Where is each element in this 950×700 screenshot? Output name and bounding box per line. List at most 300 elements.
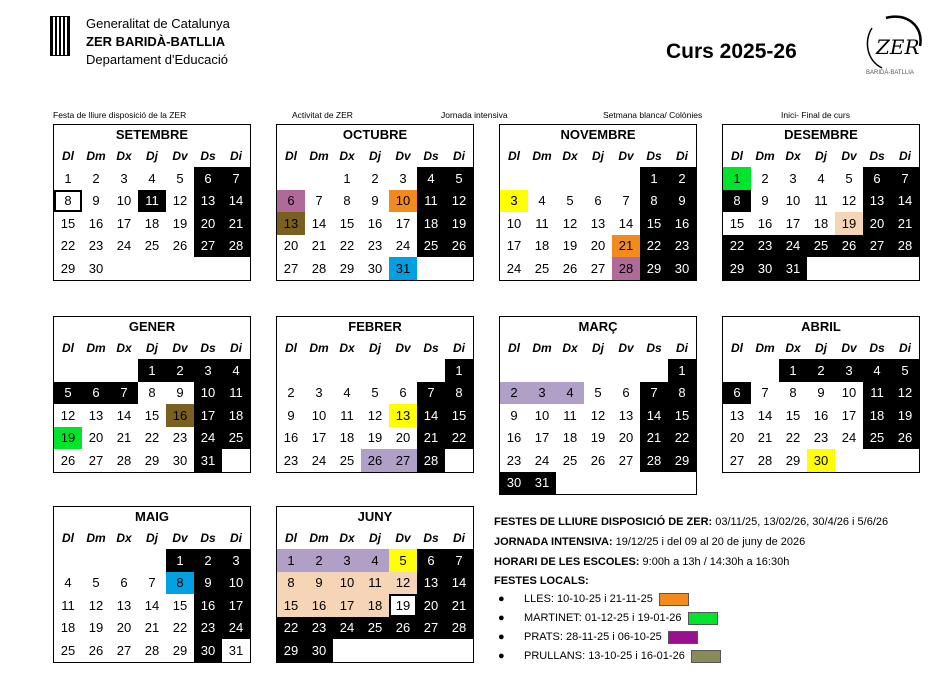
day-cell: 2: [668, 167, 696, 190]
day-cell: 29: [172, 642, 188, 658]
day-cell: 1: [445, 359, 473, 382]
weekday-label: Dx: [785, 341, 801, 355]
day-cell: 4: [817, 170, 825, 186]
day-cell: 8: [668, 382, 696, 405]
day-cell: 4: [556, 382, 584, 405]
empty-cell: [305, 359, 333, 382]
day-cell: 6: [723, 382, 751, 405]
day-cell: 19: [172, 215, 188, 231]
day-cell: 28: [891, 235, 919, 258]
jornada-label: JORNADA INTENSIVA:: [494, 536, 613, 548]
festes-info: [494, 512, 924, 532]
day-cell: 23: [506, 452, 522, 468]
day-cell: 18: [222, 404, 250, 427]
days-grid: [723, 359, 919, 472]
empty-cell: [417, 359, 445, 382]
day-cell: 3: [528, 382, 556, 405]
bullet-icon: ●: [498, 593, 505, 605]
weekday-label: Dv: [618, 149, 634, 163]
day-cell: 25: [60, 642, 76, 658]
day-cell: 5: [371, 385, 379, 401]
day-cell: 29: [339, 260, 355, 276]
day-cell: 28: [222, 235, 250, 258]
day-cell: 21: [311, 238, 327, 254]
day-cell: 14: [311, 215, 327, 231]
day-cell: 24: [395, 238, 411, 254]
day-cell: 23: [751, 235, 779, 258]
festa-local-swatch: [688, 612, 718, 625]
day-cell: 10: [534, 407, 550, 423]
day-cell: 5: [445, 167, 473, 190]
day-cell: 30: [668, 257, 696, 280]
weekday-label: Di: [899, 341, 911, 355]
day-cell: 13: [116, 597, 132, 613]
day-cell: 15: [640, 212, 668, 235]
day-cell: 2: [761, 170, 769, 186]
zer-logo: [858, 10, 928, 80]
day-cell: 28: [144, 642, 160, 658]
day-cell: 13: [618, 407, 634, 423]
day-cell: 18: [813, 215, 829, 231]
day-cell: 14: [417, 404, 445, 427]
weekday-label: Dm: [309, 531, 329, 545]
day-cell: 21: [445, 594, 473, 617]
day-cell: 31: [779, 257, 807, 280]
weekday-label: Dv: [841, 149, 857, 163]
day-cell: 7: [891, 167, 919, 190]
day-cell: 17: [333, 594, 361, 617]
empty-cell: [138, 549, 166, 572]
weekday-label: Di: [453, 531, 465, 545]
day-cell: 27: [417, 617, 445, 640]
day-cell: 23: [305, 617, 333, 640]
day-cell: 14: [891, 190, 919, 213]
weekday-label: Dl: [62, 149, 74, 163]
day-cell: 28: [612, 257, 640, 280]
weekday-header: [500, 337, 696, 359]
day-cell: 19: [54, 427, 82, 450]
day-cell: 30: [500, 472, 528, 495]
day-cell: 1: [277, 549, 305, 572]
day-cell: 24: [116, 238, 132, 254]
empty-cell: [556, 359, 584, 382]
day-cell: 22: [445, 427, 473, 450]
day-cell: 30: [305, 639, 333, 662]
empty-cell: [500, 167, 528, 190]
festa-local-prats: [494, 628, 924, 647]
weekday-label: Ds: [200, 149, 216, 163]
day-cell: 25: [339, 452, 355, 468]
day-cell: 21: [222, 212, 250, 235]
day-cell: 20: [194, 212, 222, 235]
day-cell: 7: [417, 382, 445, 405]
month-name: MARÇ: [578, 319, 618, 334]
day-cell: 18: [417, 212, 445, 235]
weekday-label: Dl: [62, 341, 74, 355]
day-cell: 8: [445, 382, 473, 405]
day-cell: 22: [723, 235, 751, 258]
day-cell: 16: [506, 430, 522, 446]
weekday-label: Ds: [646, 341, 662, 355]
day-cell: 21: [612, 235, 640, 258]
day-cell: 13: [88, 407, 104, 423]
weekday-label: Ds: [423, 531, 439, 545]
empty-cell: [110, 549, 138, 572]
day-cell: 5: [176, 170, 184, 186]
weekday-label: Ds: [200, 531, 216, 545]
legend-label-jornada: Jornada intensiva: [441, 110, 508, 120]
day-cell: 10: [222, 572, 250, 595]
weekday-label: Ds: [646, 149, 662, 163]
day-cell: 11: [138, 190, 166, 213]
legend-label-festa: Festa de lliure disposició de la ZER: [53, 110, 187, 120]
empty-cell: [54, 359, 82, 382]
day-cell: 3: [399, 170, 407, 186]
day-cell: 9: [287, 407, 295, 423]
day-cell: 9: [668, 190, 696, 213]
empty-cell: [333, 359, 361, 382]
weekday-label: Dj: [369, 531, 381, 545]
day-cell: 22: [277, 617, 305, 640]
month-maig: [53, 506, 251, 663]
day-cell: 6: [863, 167, 891, 190]
bullet-icon: ●: [498, 612, 505, 624]
weekday-label: Ds: [423, 341, 439, 355]
day-cell: 2: [287, 385, 295, 401]
day-cell: 15: [729, 215, 745, 231]
day-cell: 24: [534, 452, 550, 468]
day-cell: 25: [534, 260, 550, 276]
day-cell: 10: [116, 193, 132, 209]
day-cell: 23: [194, 617, 222, 640]
day-cell: 7: [640, 382, 668, 405]
empty-cell: [277, 359, 305, 382]
day-cell: 12: [562, 215, 578, 231]
month-febrer: [276, 316, 474, 473]
day-cell: 28: [311, 260, 327, 276]
weekday-label: Dv: [172, 149, 188, 163]
weekday-label: Dm: [86, 149, 106, 163]
day-cell: 23: [813, 430, 829, 446]
weekday-label: Dj: [146, 531, 158, 545]
day-cell: 21: [891, 212, 919, 235]
day-cell: 19: [445, 212, 473, 235]
day-cell: 8: [789, 385, 797, 401]
month-marc: [499, 316, 697, 495]
day-cell: 6: [277, 190, 305, 213]
day-cell: 3: [194, 359, 222, 382]
day-cell: 29: [144, 452, 160, 468]
day-cell: 20: [729, 430, 745, 446]
day-cell: 11: [863, 382, 891, 405]
day-cell: 18: [361, 594, 389, 617]
day-cell: 10: [389, 190, 417, 213]
festa-local-text: PRULLANS: 13-10-25 i 16-01-26: [524, 650, 685, 662]
day-cell: 3: [120, 170, 128, 186]
weekday-label: Ds: [869, 341, 885, 355]
day-cell: 2: [807, 359, 835, 382]
day-cell: 15: [785, 407, 801, 423]
day-cell: 10: [194, 382, 222, 405]
empty-cell: [54, 549, 82, 572]
day-cell: 5: [845, 170, 853, 186]
festa-local-text: MARTINET: 01-12-25 i 19-01-26: [524, 612, 682, 624]
day-cell: 8: [148, 385, 156, 401]
day-cell: 6: [120, 575, 128, 591]
day-cell: 5: [54, 382, 82, 405]
day-cell: 28: [417, 449, 445, 472]
day-cell: 27: [618, 452, 634, 468]
day-cell: 1: [343, 170, 351, 186]
weekday-label: Dm: [755, 341, 775, 355]
days-grid: [500, 359, 696, 494]
day-cell: 30: [751, 257, 779, 280]
day-cell: 3: [500, 190, 528, 213]
day-cell: 1: [779, 359, 807, 382]
day-cell: 31: [228, 642, 244, 658]
day-cell: 25: [222, 427, 250, 450]
day-cell: 8: [723, 190, 751, 213]
empty-cell: [612, 167, 640, 190]
day-cell: 19: [367, 430, 383, 446]
weekday-label: Ds: [869, 149, 885, 163]
festa-local-swatch: [691, 650, 721, 663]
day-cell: 12: [172, 193, 188, 209]
day-cell: 22: [668, 427, 696, 450]
weekday-header: [277, 145, 473, 167]
day-cell: 29: [60, 260, 76, 276]
day-cell: 18: [534, 238, 550, 254]
day-cell: 19: [389, 594, 417, 617]
weekday-label: Dl: [731, 341, 743, 355]
info-panel: [494, 512, 924, 666]
empty-cell: [277, 167, 305, 190]
day-cell: 15: [339, 215, 355, 231]
horari-info: [494, 552, 924, 572]
weekday-label: Dl: [285, 149, 297, 163]
legend-label-activitat: Activitat de ZER: [292, 110, 353, 120]
day-cell: 16: [757, 215, 773, 231]
day-cell: 24: [841, 430, 857, 446]
day-cell: 17: [194, 404, 222, 427]
weekday-label: Dm: [86, 531, 106, 545]
org-line-2: ZER BARIDÀ-BATLLIA: [86, 34, 226, 49]
zer-logo-subtext: BARIDÀ-BATLLIA: [866, 70, 914, 76]
day-cell: 9: [92, 193, 100, 209]
day-cell: 26: [60, 452, 76, 468]
day-cell: 11: [535, 215, 549, 231]
day-cell: 20: [116, 620, 132, 636]
day-cell: 27: [729, 452, 745, 468]
horari-value: 9:00h a 13h / 14:30h a 16:30h: [639, 556, 790, 568]
month-name: MAIG: [135, 509, 169, 524]
day-cell: 26: [88, 642, 104, 658]
day-cell: 2: [194, 549, 222, 572]
header: [0, 0, 950, 100]
weekday-label: Dj: [369, 341, 381, 355]
day-cell: 7: [315, 193, 323, 209]
day-cell: 6: [82, 382, 110, 405]
day-cell: 17: [116, 215, 132, 231]
day-cell: 3: [789, 170, 797, 186]
day-cell: 10: [506, 215, 522, 231]
day-cell: 13: [194, 190, 222, 213]
day-cell: 17: [506, 238, 522, 254]
days-grid: [500, 167, 696, 280]
day-cell: 6: [594, 193, 602, 209]
month-name: ABRIL: [801, 319, 841, 334]
day-cell: 16: [668, 212, 696, 235]
day-cell: 31: [528, 472, 556, 495]
day-cell: 12: [891, 382, 919, 405]
day-cell: 5: [566, 193, 574, 209]
empty-cell: [640, 359, 668, 382]
empty-cell: [389, 359, 417, 382]
days-grid: [54, 167, 250, 280]
day-cell: 4: [343, 385, 351, 401]
legend-label-inici-final: Inici- Final de curs: [781, 110, 850, 120]
day-cell: 26: [172, 238, 188, 254]
weekday-label: Dx: [339, 531, 355, 545]
day-cell: 2: [92, 170, 100, 186]
day-cell: 20: [417, 594, 445, 617]
day-cell: 29: [723, 257, 751, 280]
days-grid: [54, 549, 250, 662]
day-cell: 9: [371, 193, 379, 209]
days-grid: [277, 549, 473, 662]
day-cell: 12: [841, 193, 857, 209]
day-cell: 3: [315, 385, 323, 401]
bullet-icon: ●: [498, 631, 505, 643]
weekday-label: Dj: [592, 341, 604, 355]
day-cell: 10: [841, 385, 857, 401]
day-cell: 15: [668, 404, 696, 427]
day-cell: 8: [343, 193, 351, 209]
day-cell: 27: [88, 452, 104, 468]
weekday-label: Dm: [309, 149, 329, 163]
day-cell: 4: [64, 575, 72, 591]
day-cell: 4: [417, 167, 445, 190]
weekday-label: Dm: [532, 149, 552, 163]
empty-cell: [82, 549, 110, 572]
day-cell: 20: [395, 430, 411, 446]
day-cell: 14: [445, 572, 473, 595]
weekday-label: Dx: [339, 341, 355, 355]
day-cell: 13: [729, 407, 745, 423]
empty-cell: [751, 359, 779, 382]
day-cell: 17: [534, 430, 550, 446]
weekday-label: Di: [676, 149, 688, 163]
day-cell: 14: [757, 407, 773, 423]
day-cell: 12: [88, 597, 104, 613]
weekday-label: Ds: [423, 149, 439, 163]
day-cell: 19: [88, 620, 104, 636]
weekday-label: Dm: [755, 149, 775, 163]
day-cell: 24: [333, 617, 361, 640]
day-cell: 9: [510, 407, 518, 423]
weekday-label: Dx: [562, 149, 578, 163]
weekday-label: Di: [230, 341, 242, 355]
day-cell: 12: [590, 407, 606, 423]
weekday-label: Di: [676, 341, 688, 355]
weekday-label: Dx: [562, 341, 578, 355]
weekday-label: Dl: [285, 341, 297, 355]
weekday-header: [54, 337, 250, 359]
weekday-label: Dj: [146, 149, 158, 163]
festes-locals-title: FESTES LOCALS:: [494, 575, 589, 587]
day-cell: 19: [590, 430, 606, 446]
day-cell: 2: [166, 359, 194, 382]
day-cell: 23: [283, 452, 299, 468]
month-name: JUNY: [357, 509, 393, 524]
day-cell: 21: [640, 427, 668, 450]
day-cell: 23: [172, 430, 188, 446]
day-cell: 21: [144, 620, 160, 636]
day-cell: 7: [148, 575, 156, 591]
day-cell: 8: [166, 572, 194, 595]
day-cell: 29: [640, 257, 668, 280]
month-gener: [53, 316, 251, 473]
day-cell: 15: [445, 404, 473, 427]
day-cell: 11: [222, 382, 250, 405]
day-cell: 1: [640, 167, 668, 190]
day-cell: 9: [194, 572, 222, 595]
jornada-info: [494, 532, 924, 552]
day-cell: 2: [305, 549, 333, 572]
generalitat-crest-icon: [50, 16, 70, 56]
weekday-label: Di: [230, 531, 242, 545]
day-cell: 27: [116, 642, 132, 658]
day-cell: 22: [640, 235, 668, 258]
zer-logo-text: ZER: [876, 35, 920, 59]
day-cell: 9: [817, 385, 825, 401]
month-desembre: [722, 124, 920, 281]
org-line-1: Generalitat de Catalunya: [86, 16, 230, 31]
day-cell: 21: [757, 430, 773, 446]
day-cell: 5: [92, 575, 100, 591]
day-cell: 17: [785, 215, 801, 231]
day-cell: 16: [367, 215, 383, 231]
day-cell: 27: [283, 260, 299, 276]
course-title: Curs 2025-26: [666, 40, 797, 63]
day-cell: 10: [311, 407, 327, 423]
day-cell: 24: [779, 235, 807, 258]
day-cell: 25: [361, 617, 389, 640]
empty-cell: [110, 359, 138, 382]
month-abril: [722, 316, 920, 473]
day-cell: 3: [333, 549, 361, 572]
weekday-label: Dl: [508, 341, 520, 355]
day-cell: 20: [590, 238, 606, 254]
day-cell: 25: [807, 235, 835, 258]
day-cell: 1: [166, 549, 194, 572]
day-cell: 4: [538, 193, 546, 209]
day-cell: 9: [761, 193, 769, 209]
empty-cell: [584, 167, 612, 190]
days-grid: [277, 167, 473, 280]
empty-cell: [612, 359, 640, 382]
day-cell: 20: [618, 430, 634, 446]
weekday-label: Dv: [618, 341, 634, 355]
day-cell: 18: [339, 430, 355, 446]
weekday-label: Dx: [339, 149, 355, 163]
day-cell: 17: [395, 215, 411, 231]
day-cell: 11: [61, 597, 75, 613]
weekday-label: Dv: [172, 341, 188, 355]
day-cell: 4: [361, 549, 389, 572]
days-grid: [723, 167, 919, 280]
day-cell: 7: [110, 382, 138, 405]
